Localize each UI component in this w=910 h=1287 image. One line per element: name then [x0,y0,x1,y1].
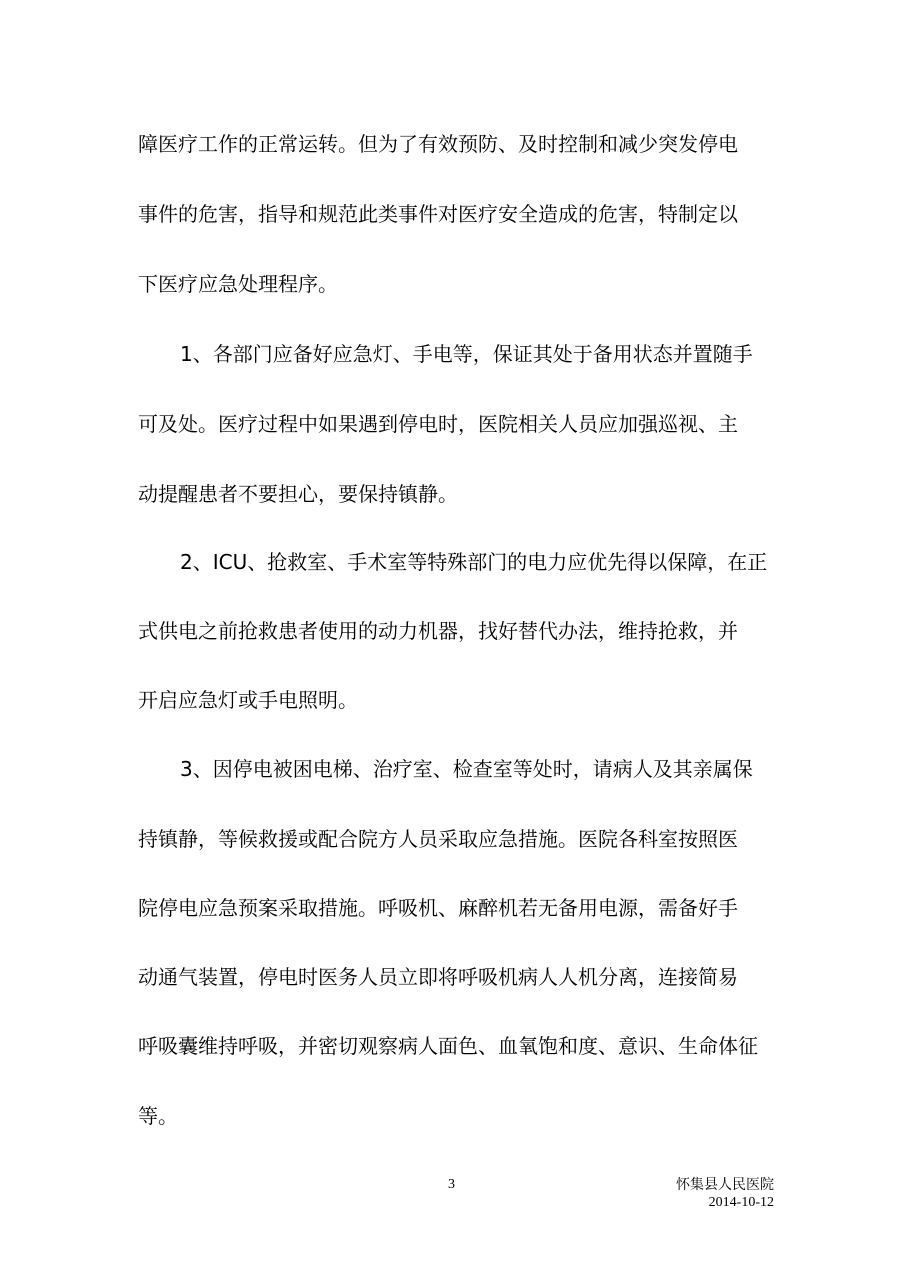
paragraph-line: 呼吸囊维持呼吸，并密切观察病人面色、血氧饱和度、意识、生命体征 [138,1034,758,1058]
paragraph-line: 3、因停电被困电梯、治疗室、检查室等处时，请病人及其亲属保 [180,757,753,781]
paragraph-line: 院停电应急预案采取措施。呼吸机、麻醉机若无备用电源，需备好手 [138,896,738,920]
paragraph-line: 障医疗工作的正常运转。但为了有效预防、及时控制和减少突发停电 [138,132,738,156]
paragraph-line: 动通气装置，停电时医务人员立即将呼吸机病人人机分离，连接简易 [138,965,738,989]
paragraph-line: 式供电之前抢救患者使用的动力机器，找好替代办法，维持抢救，并 [138,619,738,643]
paragraph-line: 2、ICU、抢救室、手术室等特殊部门的电力应优先得以保障，在正 [180,550,768,574]
footer-date: 2014-10-12 [708,1195,774,1210]
paragraph-line: 等。 [138,1104,178,1128]
paragraph-line: 1、各部门应备好应急灯、手电等，保证其处于备用状态并置随手 [180,342,753,366]
paragraph-line: 可及处。医疗过程中如果遇到停电时，医院相关人员应加强巡视、主 [138,412,738,436]
page-number: 3 [448,1177,455,1192]
paragraph-line: 事件的危害，指导和规范此类事件对医疗安全造成的危害，特制定以 [138,202,738,226]
paragraph-line: 开启应急灯或手电照明。 [138,688,358,712]
paragraph-line: 动提醒患者不要担心，要保持镇静。 [138,482,458,506]
paragraph-line: 持镇静，等候救援或配合院方人员采取应急措施。医院各科室按照医 [138,827,738,851]
paragraph-line: 下医疗应急处理程序。 [138,272,338,296]
footer-organization: 怀集县人民医院 [676,1177,774,1193]
